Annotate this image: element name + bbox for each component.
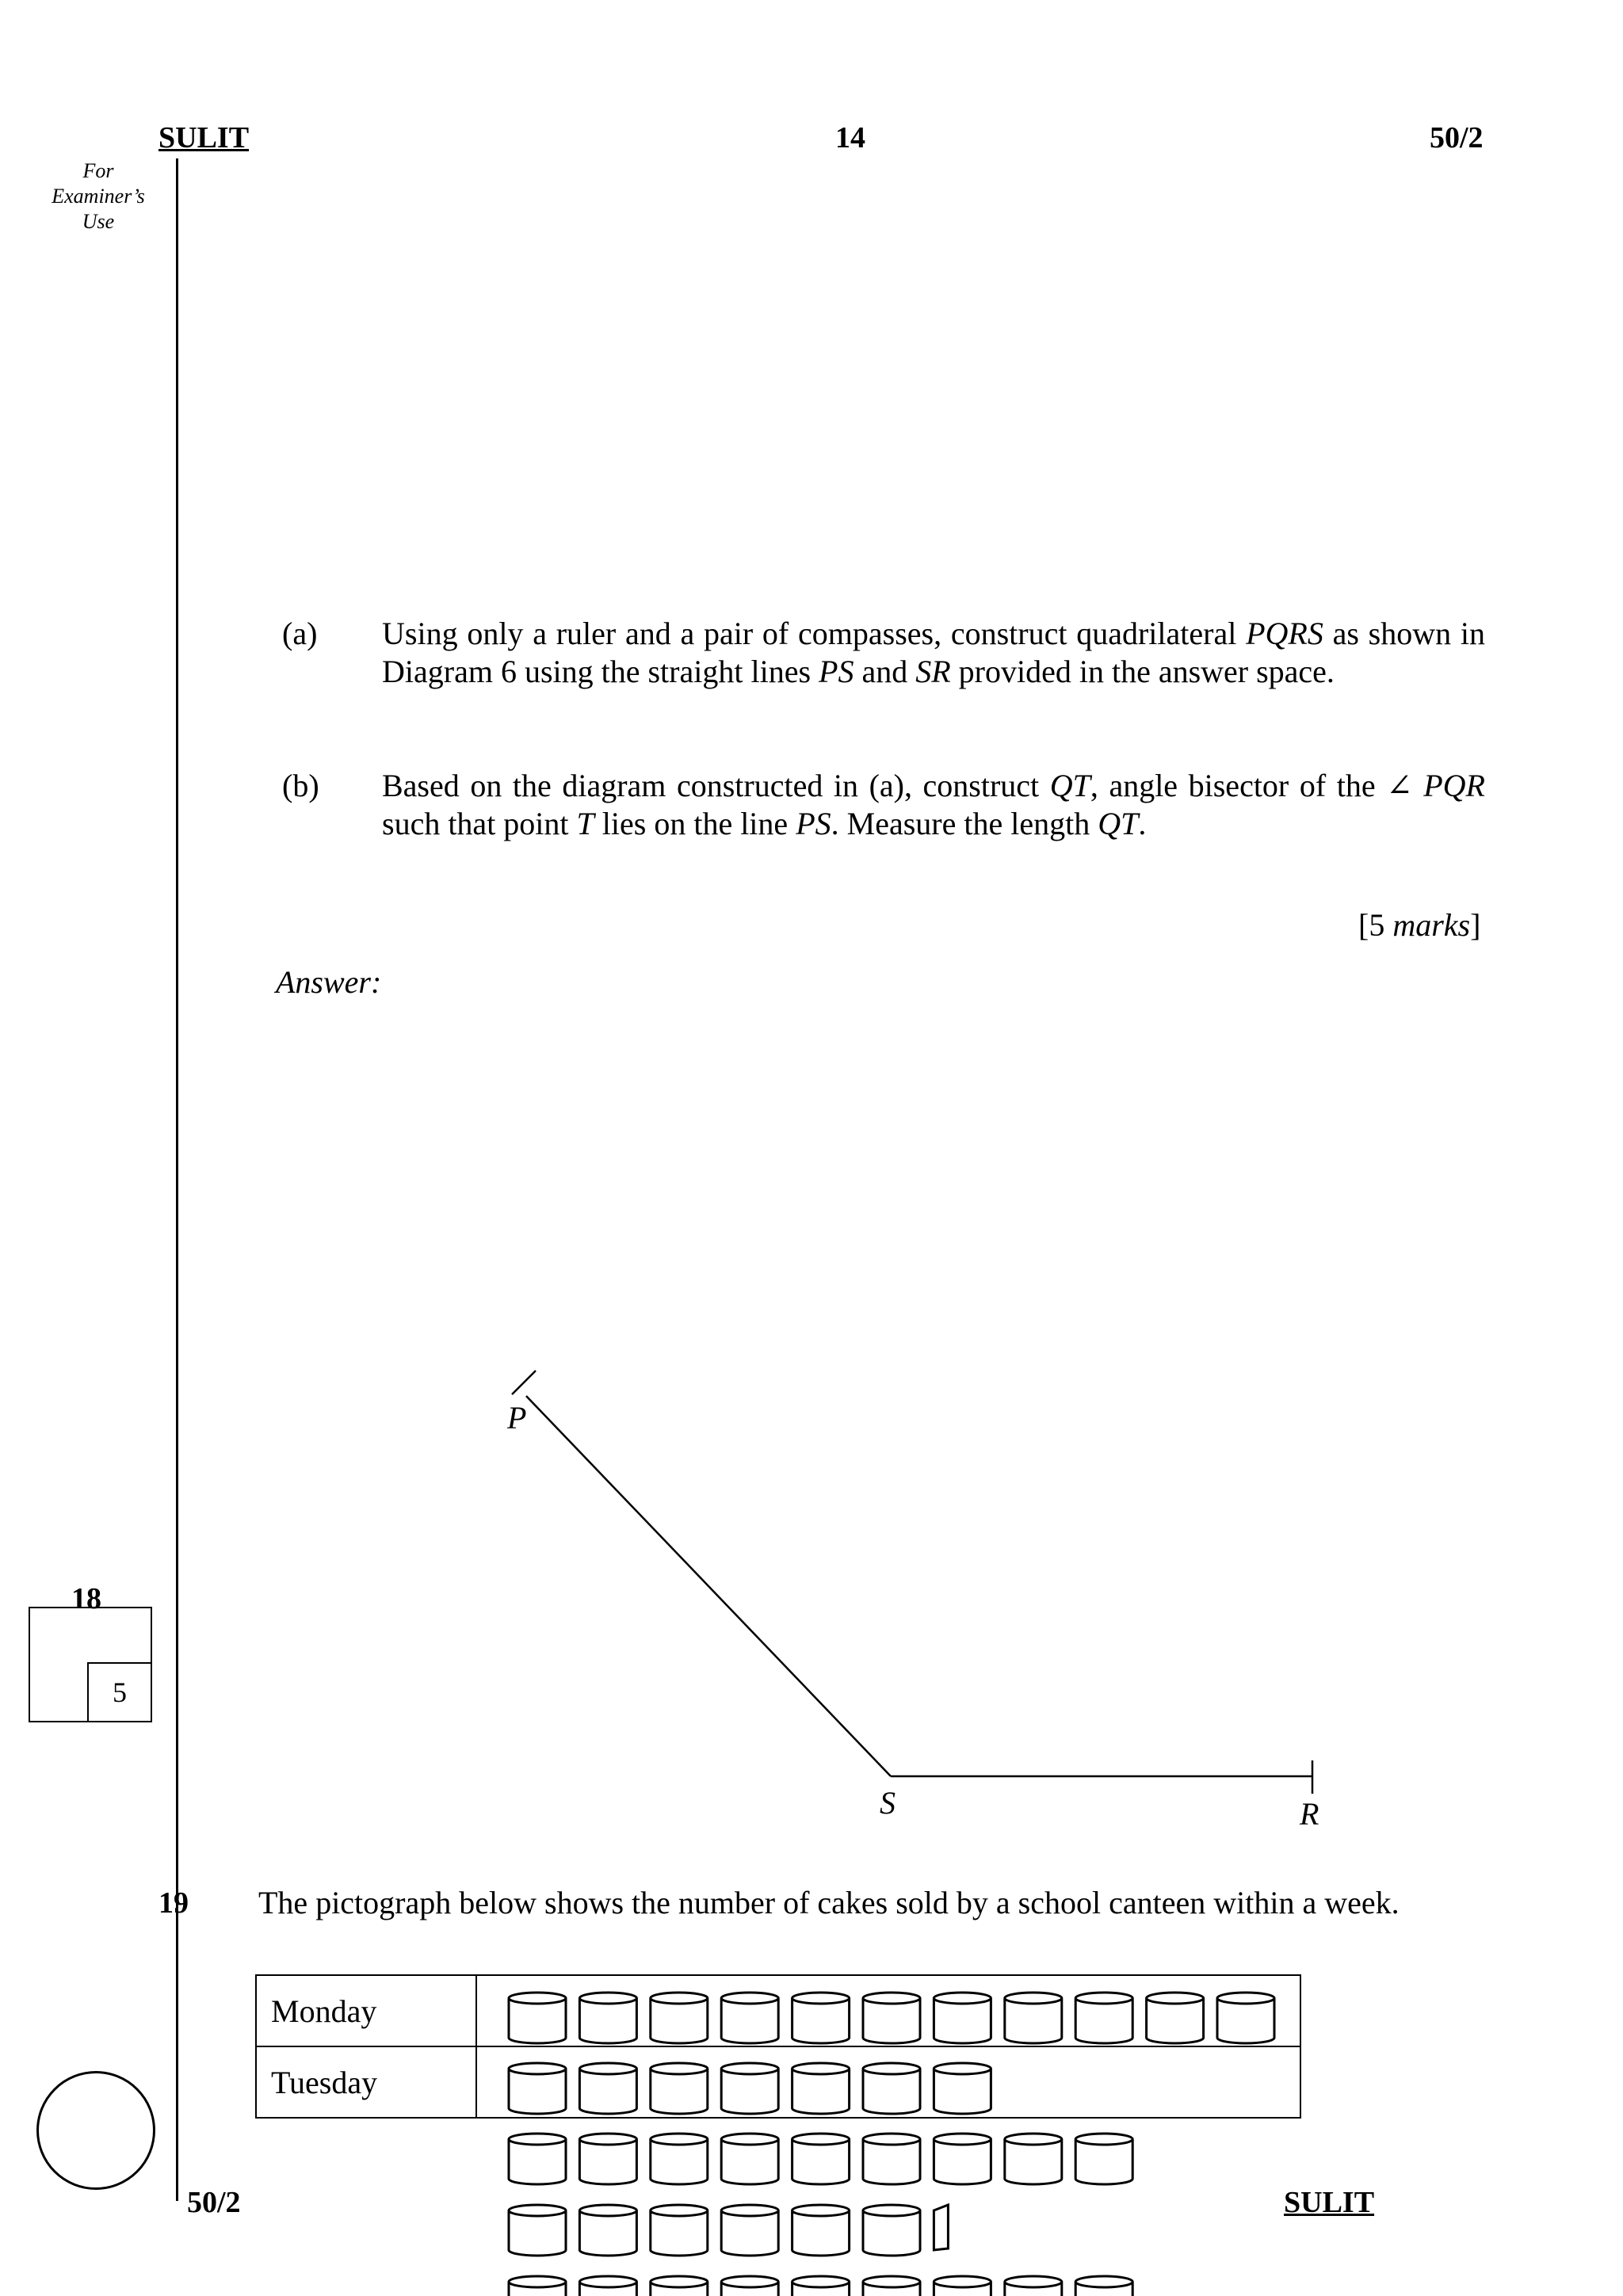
cake-icon <box>721 1993 778 2043</box>
cake-icon <box>721 2205 778 2256</box>
cake-icon <box>934 2063 991 2114</box>
cake-icon <box>579 2276 636 2296</box>
cake-icon <box>863 2205 920 2256</box>
cake-icon <box>509 2205 566 2256</box>
marks-allocation: [5 marks] <box>1358 907 1481 943</box>
point-label-s: S <box>880 1785 896 1821</box>
cake-icon <box>1217 1993 1274 2043</box>
cake-icon <box>792 2205 850 2256</box>
cake-icon <box>1075 2276 1132 2296</box>
cake-icon <box>579 2134 636 2184</box>
day-label-monday: Monday <box>256 1975 476 2046</box>
cake-icon <box>721 2134 778 2184</box>
cake-icon <box>1005 2134 1062 2184</box>
cake-icon <box>792 2134 850 2184</box>
cake-icon <box>579 2063 636 2114</box>
cake-icon <box>579 2205 636 2256</box>
cake-icon <box>863 1993 920 2043</box>
cake-icon <box>863 2063 920 2114</box>
cake-icon <box>651 2134 708 2184</box>
point-label-r: R <box>1300 1796 1319 1832</box>
examiner-note-line: Use <box>82 210 115 233</box>
header-sulit: SULIT <box>158 121 250 154</box>
cake-icon <box>651 2205 708 2256</box>
q18-a-label: (a) <box>282 616 318 651</box>
cake-icon <box>934 2205 948 2250</box>
answer-label: Answer: <box>276 964 382 1000</box>
cake-icon <box>1147 1993 1204 2043</box>
cake-icon <box>1005 1993 1062 2043</box>
cake-icon <box>509 2134 566 2184</box>
cake-icon <box>721 2276 778 2296</box>
cake-icon <box>934 2276 991 2296</box>
q18-a-text: Using only a ruler and a pair of compasses, construct quadrilateral PQRS as shown in Diagram 6 using the straight lines PS and SR provided in the answer space. <box>382 616 1485 689</box>
cake-icon <box>863 2134 920 2184</box>
cake-icon <box>792 2276 850 2296</box>
cake-icon <box>792 2063 850 2114</box>
examiner-note-line: Examiner’s <box>52 185 145 208</box>
cake-icon <box>792 1993 850 2043</box>
cake-icon <box>1075 2134 1132 2184</box>
cake-icon <box>934 1993 991 2043</box>
q19-text: The pictograph below shows the number of cakes sold by a school canteen within a week. <box>258 1885 1400 1920</box>
q18-b-label: (b) <box>282 768 319 803</box>
cake-icon <box>721 2063 778 2114</box>
page-number: 14 <box>835 121 865 154</box>
point-label-p: P <box>507 1400 527 1436</box>
cake-icon <box>509 2063 566 2114</box>
cake-icon <box>863 2276 920 2296</box>
q18-b-text: Based on the diagram constructed in (a), construct QT, angle bisector of the ∠ PQR such that point T lies on the line PS. Measure the length QT. <box>382 768 1485 841</box>
cake-icon <box>579 1993 636 2043</box>
paper-code: 50/2 <box>1430 121 1484 154</box>
mark-box-question-number: 18 <box>71 1582 101 1615</box>
cake-icon <box>1005 2276 1062 2296</box>
footer-sulit: SULIT <box>1284 2186 1375 2219</box>
examiner-note-line: For <box>82 159 114 182</box>
mark-box-total: 5 <box>87 1662 152 1722</box>
cake-icon <box>509 1993 566 2043</box>
cake-icon <box>651 2276 708 2296</box>
examiner-circle <box>36 2071 155 2190</box>
cake-icon <box>509 2276 566 2296</box>
cake-icon <box>651 2063 708 2114</box>
cake-icon <box>934 2134 991 2184</box>
q19-number: 19 <box>158 1886 189 1920</box>
day-label-tuesday: Tuesday <box>256 2046 476 2118</box>
cake-icon <box>651 1993 708 2043</box>
footer-paper-code: 50/2 <box>187 2186 241 2219</box>
cake-icon <box>1075 1993 1132 2043</box>
